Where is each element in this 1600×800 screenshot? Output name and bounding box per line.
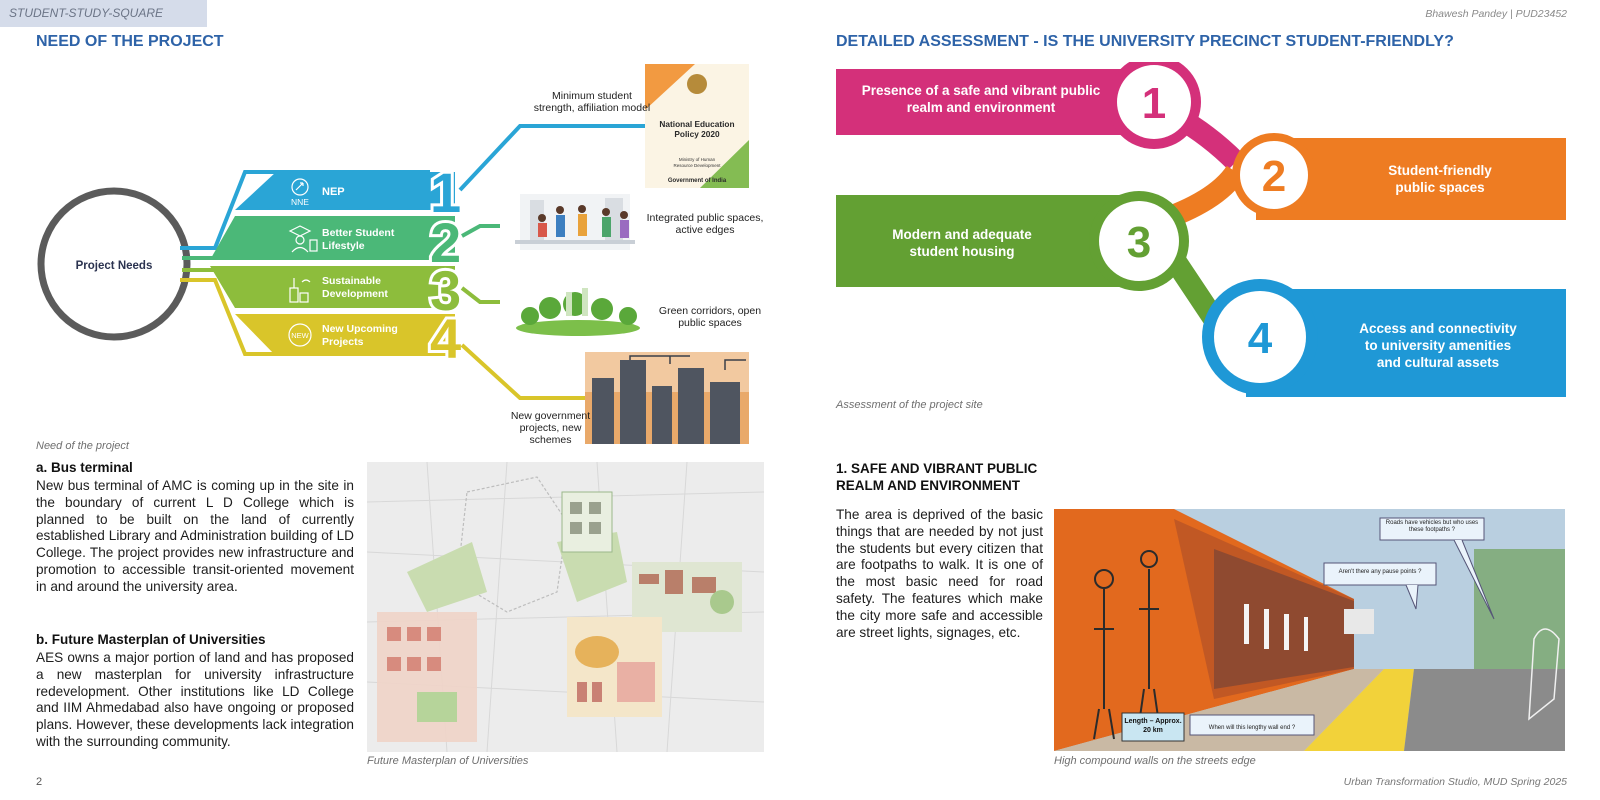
criterion-2-line2: public spaces xyxy=(1395,180,1485,195)
svg-text:NEW: NEW xyxy=(291,331,309,340)
photo-bubble-wall: When will this lengthy wall end ? xyxy=(1208,725,1296,731)
branch-1-ribbon xyxy=(235,172,455,210)
criterion-2-number: 2 xyxy=(1261,152,1287,201)
branch-4-label-line1: New Upcoming xyxy=(322,323,398,335)
document-tag: STUDENT-STUDY-SQUARE xyxy=(0,0,207,27)
nep-policy-document xyxy=(645,64,749,188)
footer-studio: Urban Transformation Studio, MUD Spring 2025 xyxy=(1343,776,1567,788)
branch-4-ribbon xyxy=(235,314,455,356)
section1-text: The area is deprived of the basic things that are needed by not just the students but every citizen that are footpaths to walk. It is one of the most basic need for road safety. The features which make the city more safe and accessible are street lights, signages, etc. xyxy=(836,507,1043,640)
branch-3-ribbon xyxy=(210,266,455,308)
annotation-projects: New government projects, new schemes xyxy=(510,410,591,446)
assessment-diagram xyxy=(836,62,1566,402)
photo-bubble-roads: Roads have vehicles but who uses these footpaths ? xyxy=(1385,520,1479,533)
photo-bubble-pause: Aren't there any pause points ? xyxy=(1338,569,1422,575)
criterion-1-line1: Presence of a safe and vibrant public xyxy=(861,83,1101,98)
construction-photo xyxy=(585,352,749,444)
photo-caption: High compound walls on the streets edge xyxy=(1054,755,1256,767)
project-needs-diagram xyxy=(30,60,770,455)
branch-2-number: 2 xyxy=(430,211,462,274)
criterion-1-number: 1 xyxy=(1141,79,1167,128)
masterplan-heading: b. Future Masterplan of Universities xyxy=(36,632,266,647)
svg-text:Government of India: Government of India xyxy=(667,178,727,184)
masterplan-text: AES owns a major portion of land and has proposed a new masterplan for university infrastructure redevelopment. Other institutions like LD College and IIM Ahmedabad also have ongoing or proposed plans. However, these developments lack integration with the surrounding community. xyxy=(36,650,354,749)
annotation-lifestyle: Integrated public spaces, active edges xyxy=(646,212,764,236)
section1-heading: 1. SAFE AND VIBRANT PUBLIC REALM AND ENVIRONMENT xyxy=(836,461,1038,493)
students-illustration xyxy=(515,194,635,250)
criterion-4-line1: Access and connectivity xyxy=(1359,321,1517,336)
branch-3-label-line2: Development xyxy=(322,288,388,300)
right-page-title: DETAILED ASSESSMENT - IS THE UNIVERSITY PRECINCT STUDENT-FRIENDLY? xyxy=(836,33,1454,50)
criterion-4-number: 4 xyxy=(1247,314,1273,363)
criterion-2-line1: Student-friendly xyxy=(1388,163,1492,178)
criterion-4-line3: and cultural assets xyxy=(1376,355,1500,370)
green-city-illustration xyxy=(516,288,640,336)
svg-text:NNE: NNE xyxy=(291,197,309,207)
compound-wall-photo xyxy=(1054,509,1565,751)
bus-terminal-text: New bus terminal of AMC is coming up in the site in the boundary of current L D College which is planned to be built on the land of currently established Library and Administration building of LD College. The project provides new infrastructure and promotion to accessible transit-oriented movement in and around the university area. xyxy=(36,478,354,594)
criterion-3-number: 3 xyxy=(1126,218,1152,267)
page-number: 2 xyxy=(36,776,43,788)
criterion-1-line2: realm and environment xyxy=(906,100,1056,115)
annotation-sustainable: Green corridors, open public spaces xyxy=(658,305,762,329)
author-line: Bhawesh Pandey | PUD23452 xyxy=(1425,8,1567,20)
branch-3-number: 3 xyxy=(430,259,462,322)
branch-3-label-line1: Sustainable xyxy=(322,275,381,287)
branch-2-label-line1: Better Student xyxy=(322,227,395,239)
branch-1-number: 1 xyxy=(430,161,462,224)
criterion-3-line1: Modern and adequate xyxy=(892,227,1032,242)
bus-terminal-heading: a. Bus terminal xyxy=(36,460,133,475)
svg-text:National Education: National Education xyxy=(659,119,735,129)
masterplan-map xyxy=(367,462,764,752)
branch-4-label-line2: Projects xyxy=(322,336,364,348)
assessment-caption: Assessment of the project site xyxy=(836,399,983,411)
emblem-icon xyxy=(687,74,707,94)
photo-length-note: Length – Approx. 20 km xyxy=(1124,718,1182,734)
diagram-caption: Need of the project xyxy=(36,440,129,452)
criterion-3-line2: student housing xyxy=(909,244,1015,259)
masterplan-caption: Future Masterplan of Universities xyxy=(367,755,529,767)
criterion-4-line2: to university amenities xyxy=(1364,338,1512,353)
annotation-nep: Minimum student strength, affiliation model xyxy=(533,90,651,114)
svg-text:Resource Development: Resource Development xyxy=(673,163,721,168)
branch-2-label-line2: Lifestyle xyxy=(322,240,365,252)
svg-text:Policy 2020: Policy 2020 xyxy=(674,129,720,139)
branch-1-label: NEP xyxy=(322,186,345,198)
branch-4-number: 4 xyxy=(430,307,462,370)
project-needs-label: Project Needs xyxy=(75,260,153,272)
svg-text:Ministry of Human: Ministry of Human xyxy=(678,157,716,162)
left-page-title: NEED OF THE PROJECT xyxy=(36,33,224,50)
